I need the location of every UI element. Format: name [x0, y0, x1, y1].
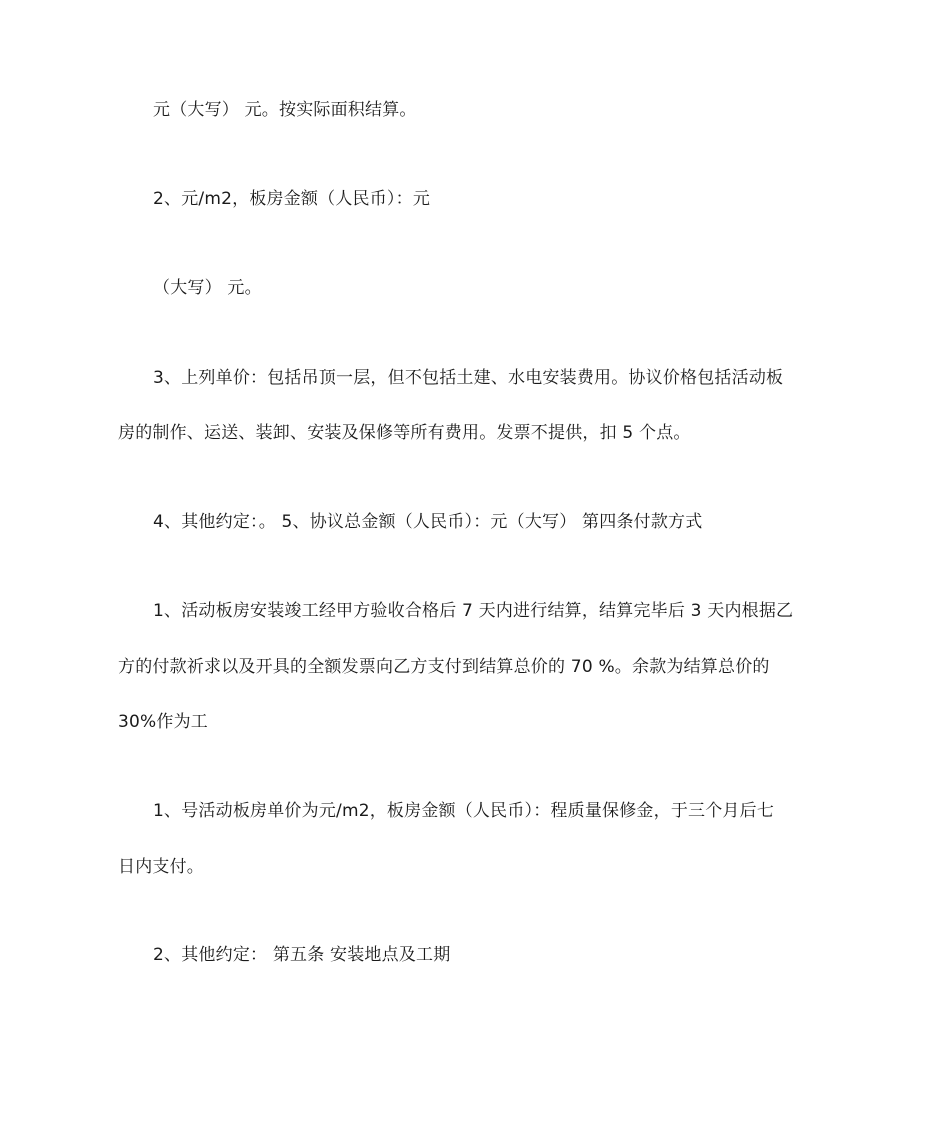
- text-line-1: 元（大写） 元。按实际面积结算。: [153, 100, 417, 120]
- text-line-6: 4、其他约定：。 5、协议总金额（人民币）：元（大写） 第四条付款方式: [153, 512, 703, 532]
- text-line-7: 1、活动板房安装竣工经甲方验收合格后 7 天内进行结算，结算完毕后 3 天内根据乙: [153, 601, 794, 621]
- text-line-11: 日内支付。: [118, 857, 204, 877]
- text-line-2: 2、元/m2，板房金额（人民币）：元: [153, 189, 431, 209]
- text-line-8: 方的付款祈求以及开具的全额发票向乙方支付到结算总价的 70 %。余款为结算总价的: [118, 657, 770, 677]
- text-line-4: 3、上列单价：包括吊顶一层，但不包括土建、水电安装费用。协议价格包括活动板: [153, 368, 784, 388]
- text-line-10: 1、号活动板房单价为元/m2，板房金额（人民币）：程质量保修金，于三个月后七: [153, 801, 775, 821]
- text-line-3: （大写） 元。: [153, 278, 262, 298]
- text-line-12: 2、其他约定： 第五条 安装地点及工期: [153, 945, 451, 965]
- text-line-5: 房的制作、运送、装卸、安装及保修等所有费用。发票不提供，扣 5 个点。: [118, 423, 691, 443]
- text-line-9: 30%作为工: [118, 712, 208, 732]
